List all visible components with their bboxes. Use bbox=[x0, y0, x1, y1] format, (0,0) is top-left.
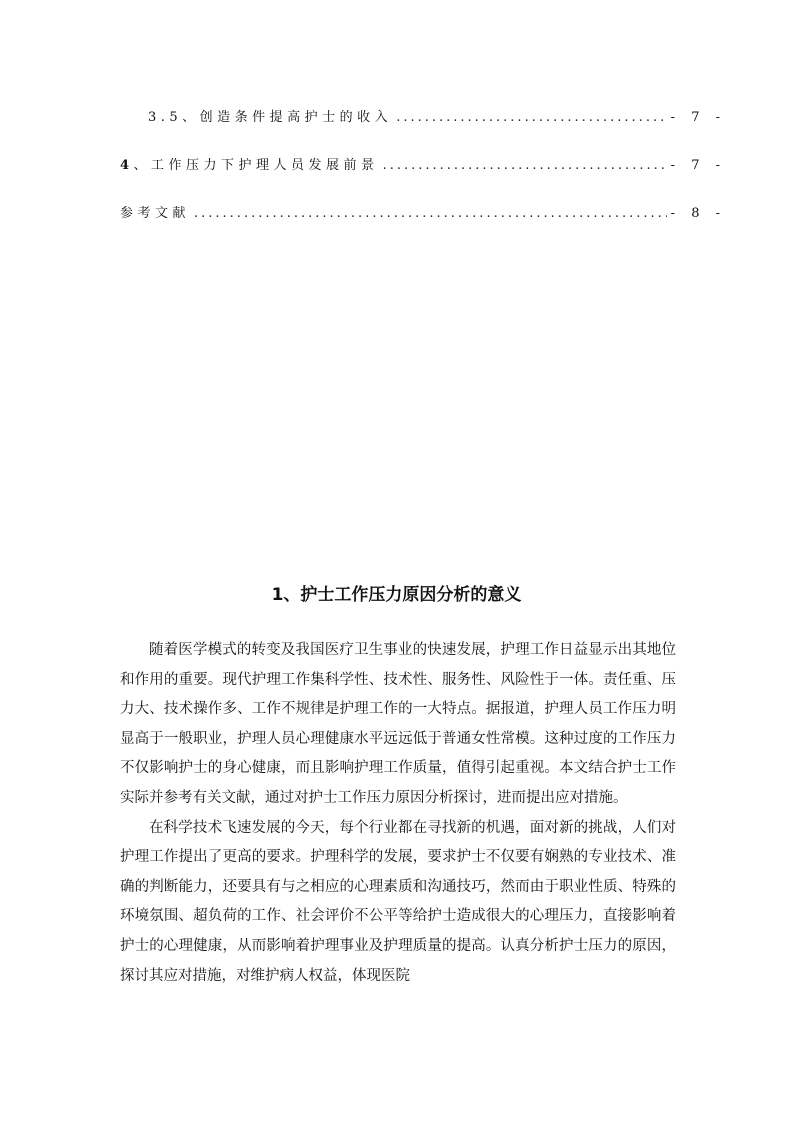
toc-entry-3-5[interactable] bbox=[120, 106, 726, 154]
paragraph: 随着医学模式的转变及我国医疗卫生事业的快速发展，护理工作日益显示出其地位和作用的重要。现代护理工作集科学性、技术性、服务性、风险性于一体。责任重、压力大、技术操作多、工作不规律是护理工作的一大特点。据报道，护理人员工作压力明显高于一般职业，护理人员心理健康水平远远低于普通女性常模。这种过度的工作压力不仅影响护士的身心健康，而且影响护理工作质量，值得引起重视。本文结合护士工作实际并参考有关文献，通过对护士工作压力原因分析探讨，进而提出应对措施。 bbox=[120, 642, 676, 806]
toc-entry-page: - 7 - bbox=[670, 158, 726, 173]
paragraph: 在科学技术飞速发展的今天，每个行业都在寻找新的机遇，面对新的挑战，人们对护理工作提出了更高的要求。护理科学的发展，要求护士不仅要有娴熟的专业技术、准确的判断能力，还要具有与之相应的心理素质和沟通技巧，然而由于职业性质、特殊的环境氛围、超负荷的工作、社会评价不公平等给护士造成很大的心理压力，直接影响着护士的心理健康，从而影响着护理事业及护理质量的提高。认真分析护士压力的原因，探讨其应对措施，对维护病人权益，体现医院 bbox=[120, 819, 676, 984]
toc-entry-page: - 8 - bbox=[670, 206, 726, 221]
toc-entry-4[interactable] bbox=[120, 154, 726, 202]
table-of-contents bbox=[120, 106, 726, 250]
toc-entry-references[interactable] bbox=[120, 202, 726, 250]
toc-leader-dots bbox=[383, 158, 667, 173]
section-heading: 1、护士工作压力原因分析的意义 bbox=[271, 585, 522, 605]
toc-entry-page: - 7 - bbox=[670, 110, 726, 125]
toc-entry-title: 4、工作压力下护理人员发展前景 bbox=[120, 158, 379, 173]
toc-leader-dots bbox=[396, 110, 666, 125]
toc-entry-title: 3.5、创造条件提高护士的收入 bbox=[148, 110, 393, 125]
section-body bbox=[120, 636, 676, 991]
toc-leader-dots bbox=[194, 206, 667, 221]
toc-entry-title: 参考文献 bbox=[120, 206, 191, 221]
